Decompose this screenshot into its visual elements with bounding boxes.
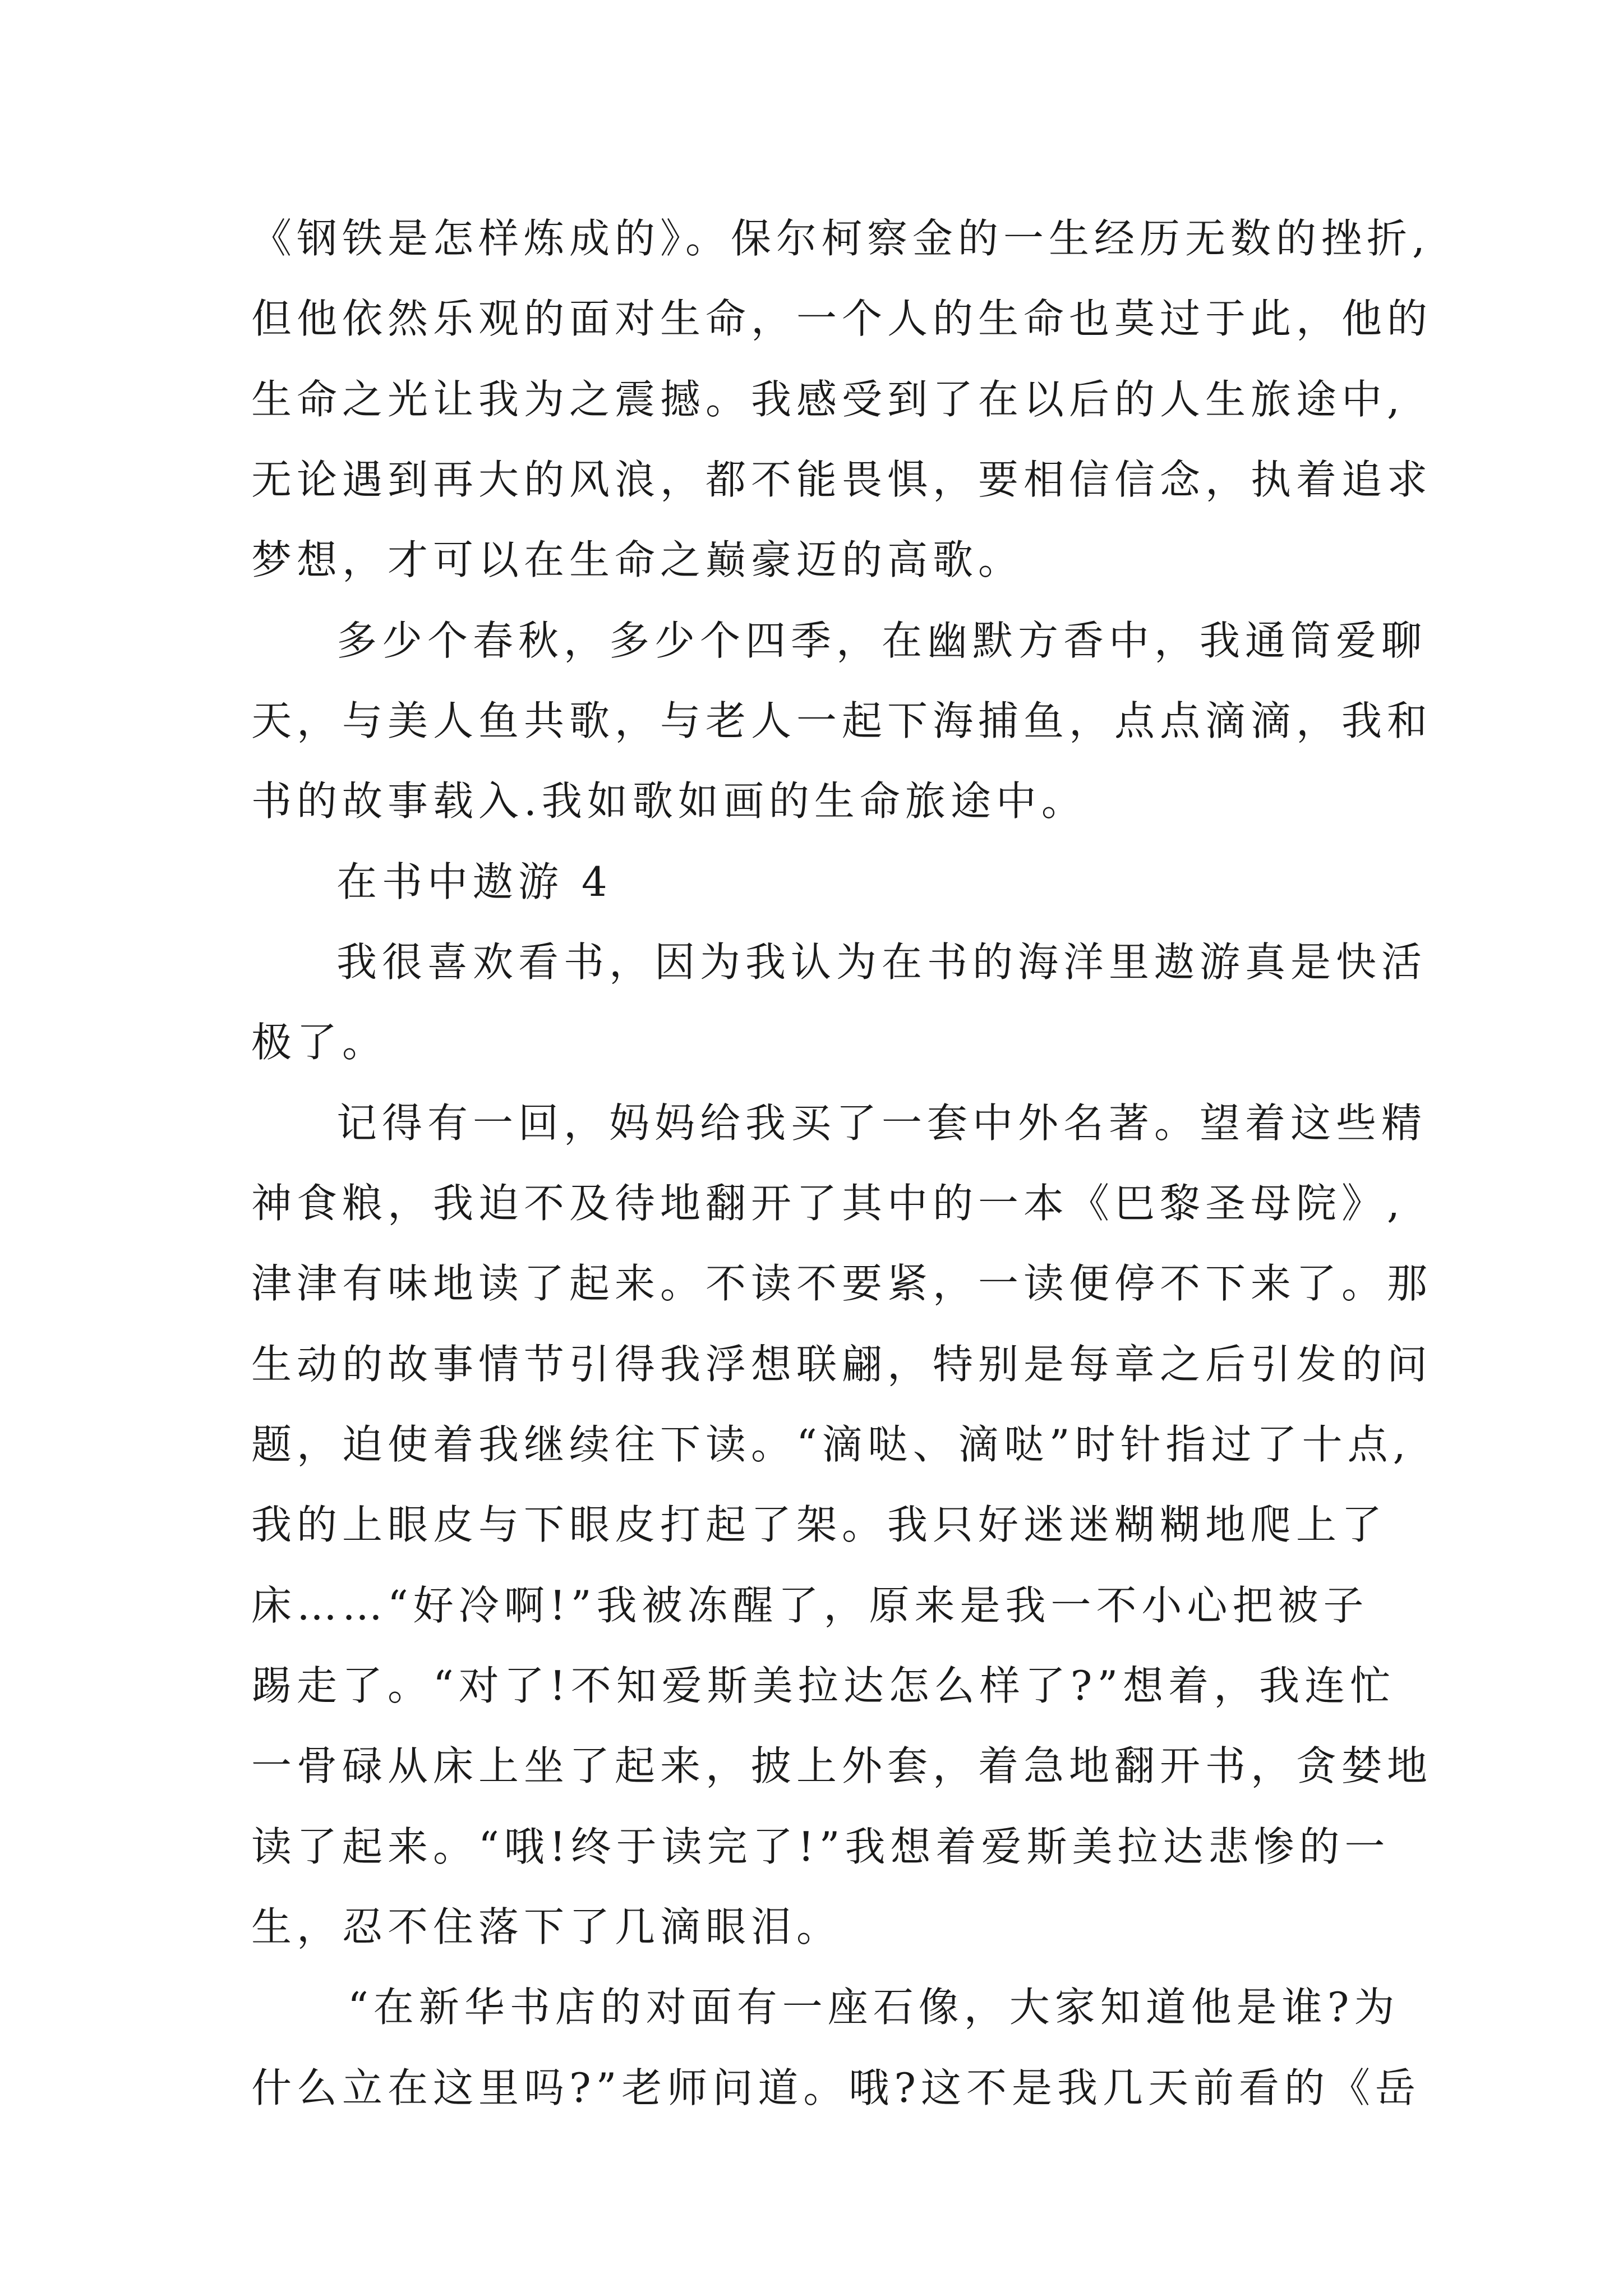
text-line: 天，与美人鱼共歌，与老人一起下海捕鱼，点点滴滴，我和: [251, 697, 1433, 744]
text-line: 但他依然乐观的面对生命，一个人的生命也莫过于此，他的: [251, 295, 1433, 342]
text-line: 生，忍不住落下了几滴眼泪。: [251, 1903, 842, 1950]
text-line: 神食粮，我迫不及待地翻开了其中的一本《巴黎圣母院》,: [251, 1180, 1405, 1227]
section-heading: 在书中遨游 4: [336, 858, 612, 905]
paragraph-first-line: “在新华书店的对面有一座石像，大家知道他是谁?为: [348, 1984, 1400, 2031]
paragraph-first-line: 记得有一回，妈妈给我买了一套中外名著。望着这些精: [336, 1099, 1427, 1147]
text-line: 踢走了。“对了!不知爱斯美拉达怎么样了?”想着，我连忙: [251, 1662, 1396, 1709]
text-line: 《钢铁是怎样炼成的》。保尔柯察金的一生经历无数的挫折,: [251, 215, 1430, 262]
text-line: 津津有味地读了起来。不读不要紧，一读便停不下来了。那: [251, 1260, 1433, 1307]
text-line: 题，迫使着我继续往下读。“滴哒、滴哒”时针指过了十点,: [251, 1421, 1411, 1468]
text-line: 我的上眼皮与下眼皮打起了架。我只好迷迷糊糊地爬上了: [251, 1501, 1387, 1548]
text-line: 什么立在这里吗?”老师问道。哦?这不是我几天前看的《岳: [251, 2064, 1421, 2111]
text-line: 书的故事载入.我如歌如画的生命旅途中。: [251, 777, 1087, 825]
text-line: 生命之光让我为之震撼。我感受到了在以后的人生旅途中,: [251, 376, 1405, 423]
text-line: 梦想，才可以在生命之巅豪迈的高歌。: [251, 536, 1024, 583]
paragraph-first-line: 多少个春秋，多少个四季，在幽默方香中，我通筒爱聊: [336, 617, 1427, 664]
text-line: 一骨碌从床上坐了起来，披上外套，着急地翻开书，贪婪地: [251, 1742, 1433, 1789]
text-line: 读了起来。“哦!终于读完了!”我想着爱斯美拉达悲惨的一: [251, 1823, 1390, 1870]
text-line: 无论遇到再大的风浪，都不能畏惧，要相信信念，执着追求: [251, 456, 1433, 503]
text-line: 生动的故事情节引得我浮想联翩，特别是每章之后引发的问: [251, 1341, 1433, 1388]
text-line: 床……“好冷啊!”我被冻醒了，原来是我一不小心把被子: [251, 1582, 1369, 1629]
text-line: 极了。: [251, 1019, 388, 1066]
paragraph-first-line: 我很喜欢看书，因为我认为在书的海洋里遨游真是快活: [336, 938, 1427, 986]
